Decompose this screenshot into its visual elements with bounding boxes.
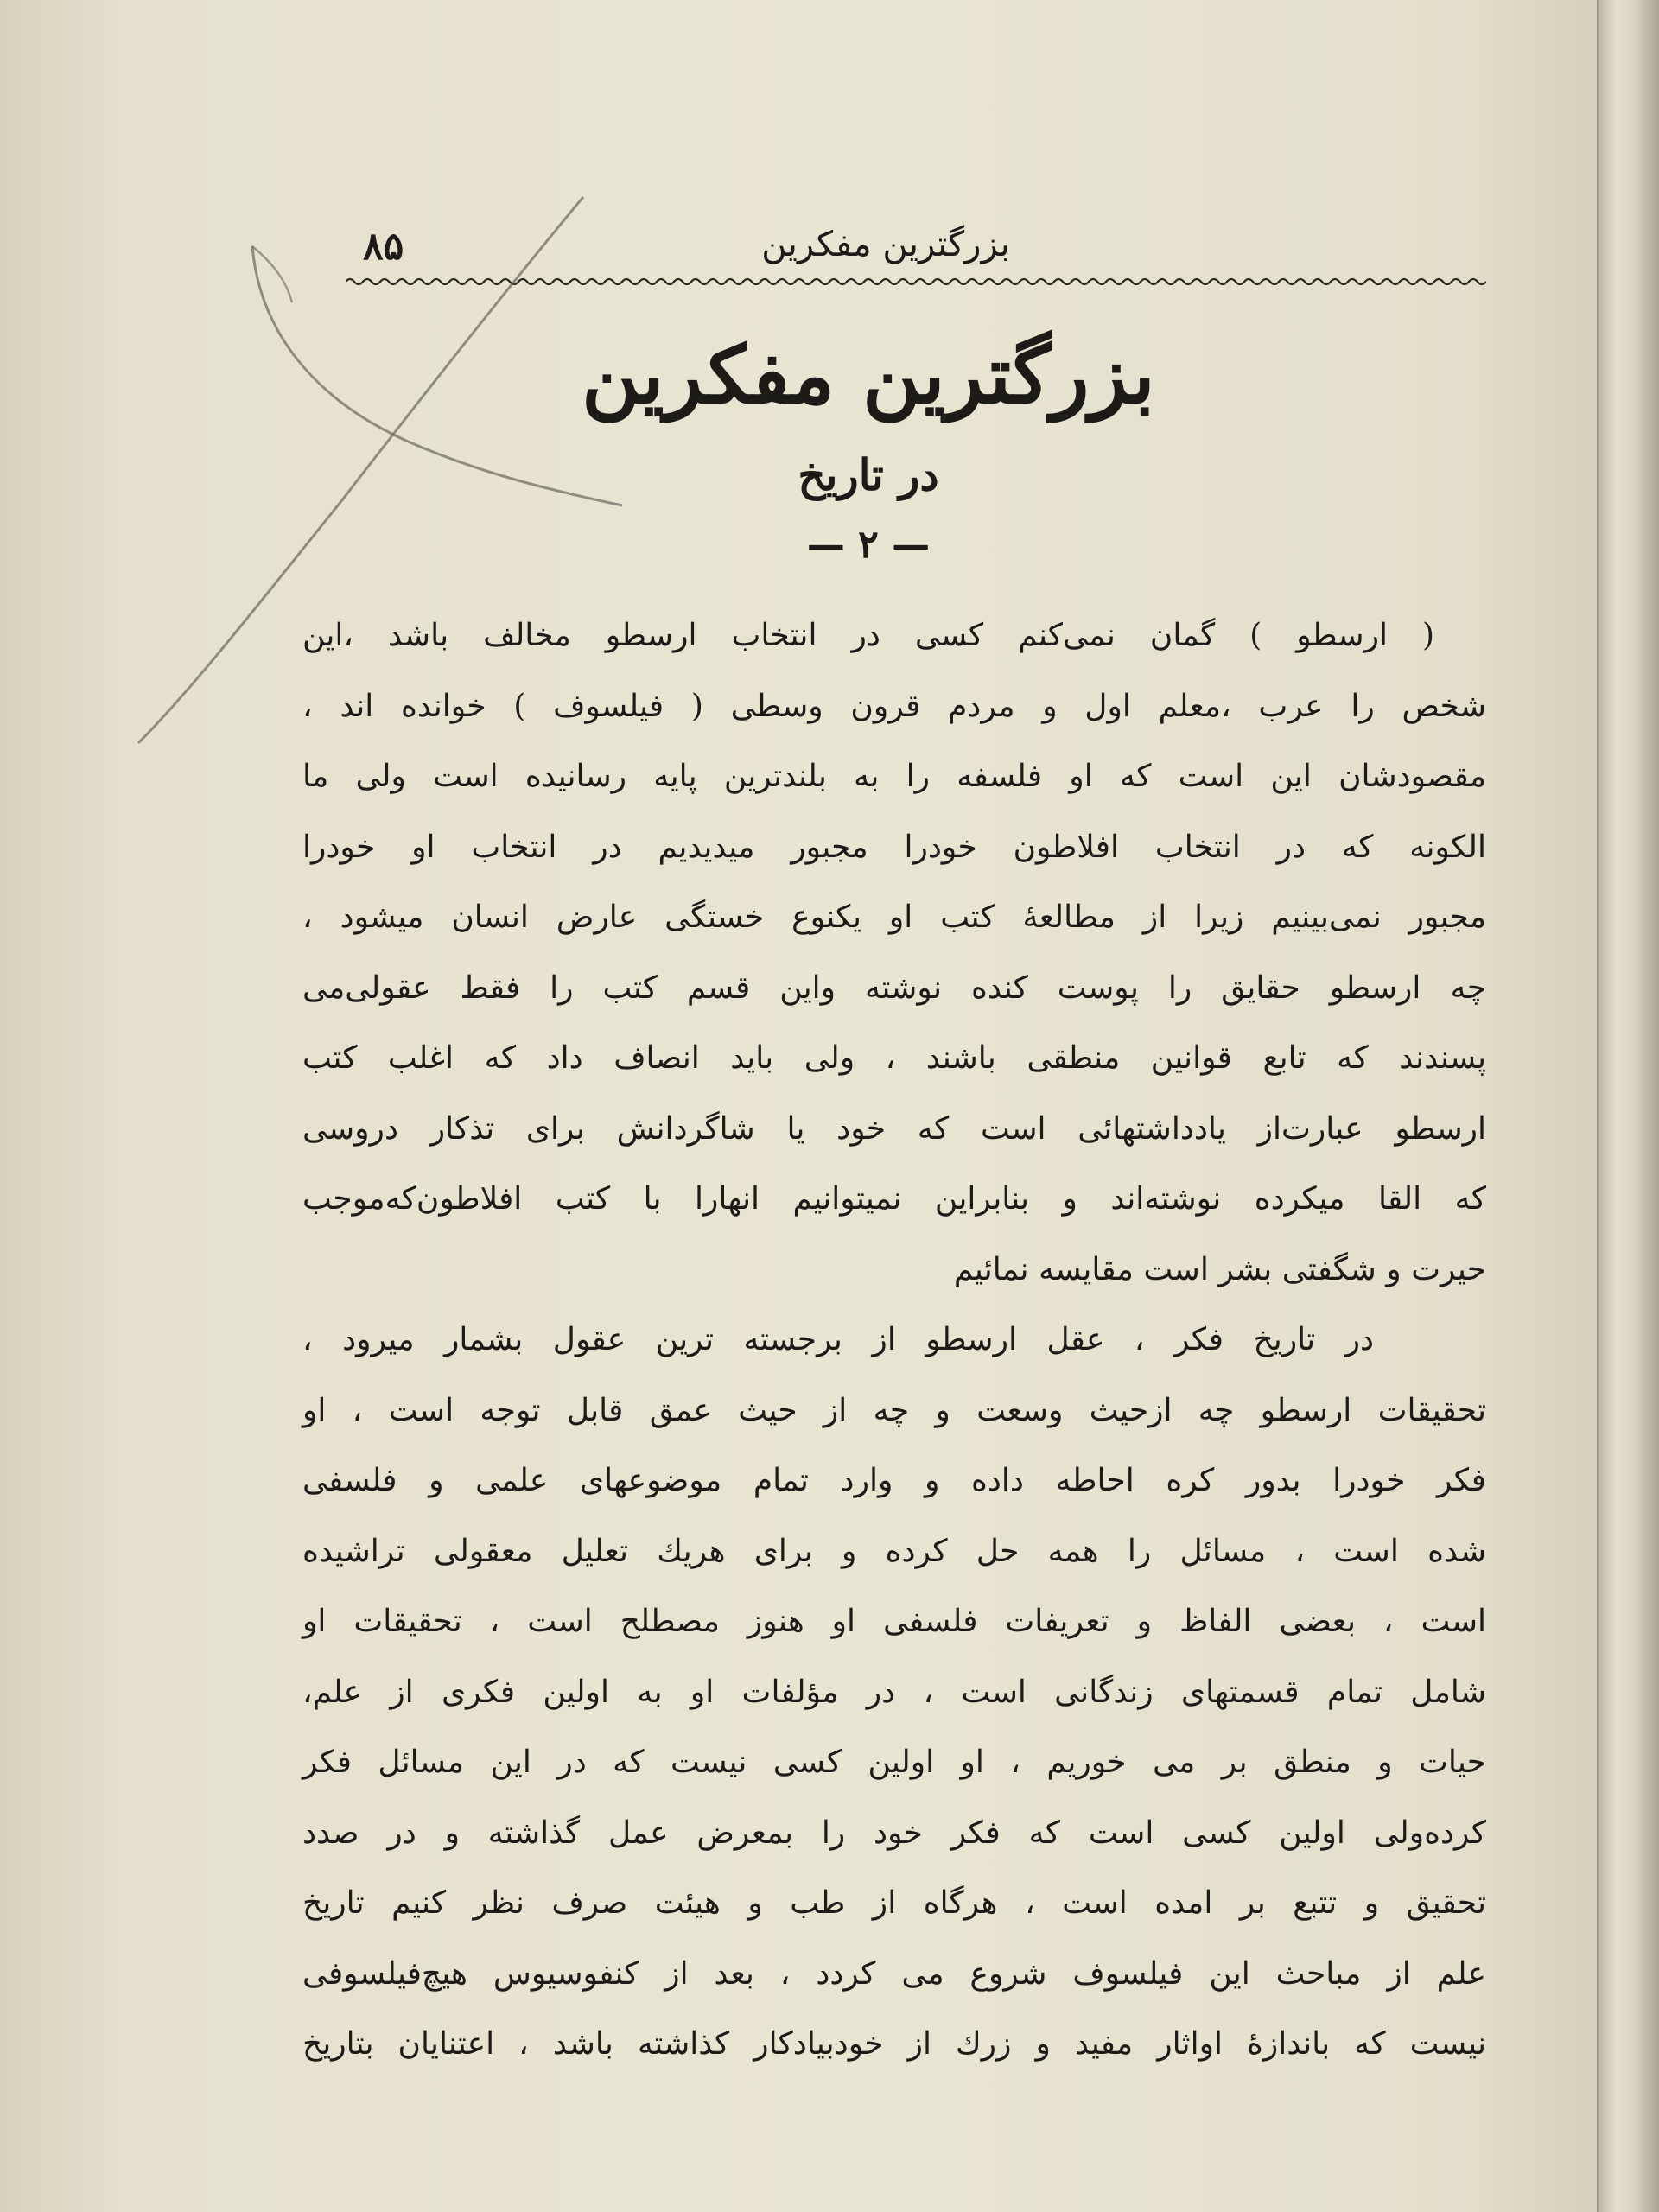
text-line: حیرت و شگفتی بشر است مقایسه نمائیم: [953, 1251, 1486, 1287]
chapter-subtitle: در تاریخ: [798, 449, 939, 500]
text-line: نیست که باندازهٔ اواثار مفید و زرك از خودبیادکار کذاشته باشد ، اعتنایان بتاریخ: [302, 2026, 1486, 2062]
text-line: چه ارسطو حقایق را پوست کنده نوشته واین قسم کتب را فقط عقولی‌می: [302, 969, 1486, 1006]
text-line: تحقیق و تتبع بر امده است ، هرگاه از طب و هیئت صرف نظر کنیم تاریخ: [302, 1885, 1486, 1921]
text-line: در تاریخ فکر ، عقل ارسطو از برجسته ترین عقول بشمار میرود ،: [302, 1322, 1374, 1357]
text-line: شده است ، مسائل را همه حل کرده و برای هریك تعلیل معقولی تراشیده: [302, 1533, 1486, 1569]
text-line: کرده‌ولی اولین کسی است که فکر خود را بمعرض عمل گذاشته و در صدد: [302, 1815, 1486, 1851]
text-line: فکر خودرا بدور کره احاطه داده و وارد تمام موضوعهای علمی و فلسفی: [302, 1463, 1486, 1498]
text-line: است ، بعضی الفاظ و تعریفات فلسفی او هنوز مصطلح است ، تحقیقات او: [302, 1604, 1486, 1639]
header-wavy-rule: [346, 275, 1486, 289]
text-line: حیات و منطق بر می خوریم ، او اولین کسی نیست که در این مسائل فکر: [302, 1745, 1486, 1780]
page-number: ۸۵: [363, 225, 404, 269]
text-line: تحقیقات ارسطو چه ازحیث وسعت و چه از حیث عمق قابل توجه است ، او: [302, 1392, 1486, 1428]
text-line: که القا میکرده نوشته‌اند و بنابراین نمیتوانیم انهارا با کتب افلاطون‌که‌موجب: [302, 1181, 1487, 1217]
text-line: ارسطو عبارت‌از یادداشتهائی است که خود یا شاگردانش برای تذکار دروسی: [302, 1110, 1486, 1147]
book-page: [285, 199, 1487, 2062]
text-line: پسندند که تابع قوانین منطقی باشند ، ولی باید انصاف داد که اغلب کتب: [302, 1040, 1486, 1076]
text-line: شخص را عرب ،معلم اول و مردم قرون وسطی ( فیلسوف ) خوانده اند ،: [302, 688, 1486, 724]
text-line: ( ارسطو ) گمان نمی‌کنم کسی در انتخاب ارسطو مخالف باشد ،این: [302, 618, 1434, 653]
running-title: بزرگترین مفکرین: [761, 225, 1010, 264]
text-line: علم از مباحث این فیلسوف شروع می کردد ، بعد از کنفوسیوس هیچ‌فیلسوفی: [302, 1955, 1486, 1992]
text-line: الکونه که در انتخاب افلاطون خودرا مجبور میدیدیم در انتخاب او خودرا: [302, 829, 1486, 865]
part-marker: — ۲ —: [806, 523, 931, 567]
text-line: مقصودشان این است که او فلسفه را به بلندترین پایه رسانیده است ولی ما: [302, 759, 1486, 794]
body-text: [302, 601, 1486, 2080]
text-line: مجبور نمی‌بینیم زیرا از مطالعهٔ کتب او یکنوع خستگی عارض انسان میشود ،: [302, 899, 1486, 935]
facing-page-edge: [1597, 0, 1659, 2212]
text-line: شامل تمام قسمتهای زندگانی است ، در مؤلفات او به اولین فکری از علم،: [302, 1674, 1486, 1710]
chapter-title: بزرگترین مفکرین: [582, 328, 1155, 422]
